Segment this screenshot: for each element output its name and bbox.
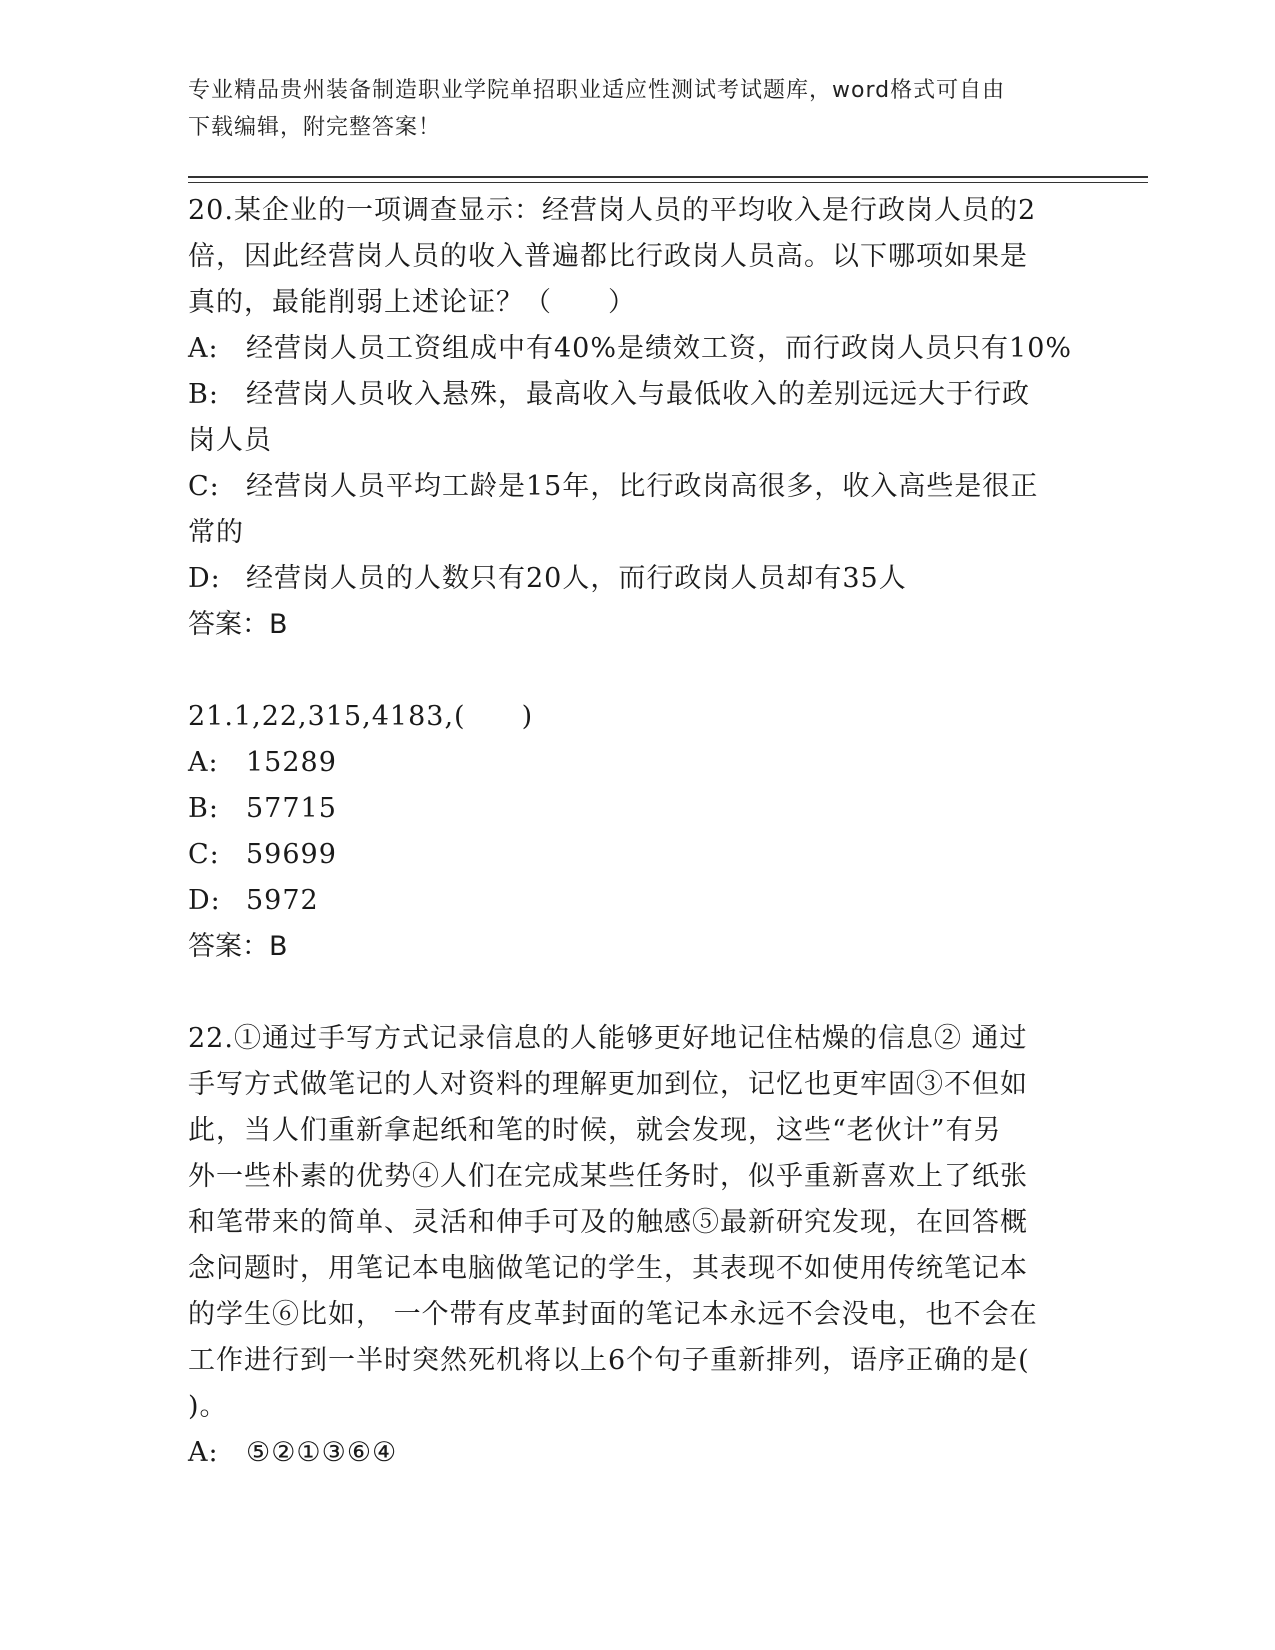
option-d	[188, 556, 1068, 602]
question-stem-line: 念问题时，用笔记本电脑做笔记的学生，其表现不如使用传统笔记本	[188, 1253, 1028, 1284]
option-label: D:	[188, 885, 221, 916]
question-stem-line: )。	[188, 1391, 228, 1422]
option-label: B:	[188, 793, 219, 824]
question-stem-line: 工作进行到一半时突然死机将以上6个句子重新排列，语序正确的是(	[188, 1345, 1030, 1376]
question-stem-line: 此，当人们重新拿起纸和笔的时候，就会发现，这些“老伙计”有另	[188, 1115, 1002, 1146]
question-stem-line: 和笔带来的简单、灵活和伸手可及的触感⑤最新研究发现，在回答概	[188, 1207, 1028, 1238]
question-stem-line: 22.①通过手写方式记录信息的人能够更好地记住枯燥的信息② 通过	[188, 1023, 1028, 1054]
option-text-continuation: 岗人员	[188, 425, 272, 456]
option-text: 15289	[246, 747, 337, 778]
option-text: 经营岗人员的人数只有20人，而行政岗人员却有35人	[246, 563, 907, 594]
option-text-continuation: 常的	[188, 517, 244, 548]
option-b	[188, 786, 1068, 832]
question-22	[188, 1016, 1068, 1476]
answer-line: 答案：B	[188, 931, 288, 962]
question-stem-line: 21.1,22,315,4183,( )	[188, 701, 534, 732]
option-a	[188, 740, 1068, 786]
option-text: ⑤②①③⑥④	[246, 1437, 398, 1468]
question-stem-line: 手写方式做笔记的人对资料的理解更加到位，记忆也更牢固③不但如	[188, 1069, 1028, 1100]
option-text: 5972	[246, 885, 319, 916]
option-text: 经营岗人员工资组成中有40%是绩效工资，而行政岗人员只有10%	[246, 333, 1073, 364]
option-label: A:	[188, 1437, 219, 1468]
option-a	[188, 1430, 1068, 1476]
header-line-2: 下载编辑，附完整答案！	[188, 115, 442, 140]
option-c	[188, 832, 1068, 878]
question-stem-line: 20.某企业的一项调查显示：经营岗人员的平均收入是行政岗人员的2	[188, 195, 1037, 226]
question-stem-line: 倍，因此经营岗人员的收入普遍都比行政岗人员高。以下哪项如果是	[188, 241, 1028, 272]
question-stem-line: 外一些朴素的优势④人们在完成某些任务时，似乎重新喜欢上了纸张	[188, 1161, 1028, 1192]
option-label: C:	[188, 471, 220, 502]
option-b	[188, 372, 1068, 418]
option-d	[188, 878, 1068, 924]
option-label: C:	[188, 839, 220, 870]
header-divider-thin	[188, 182, 1148, 183]
header-line-1: 专业精品贵州装备制造职业学院单招职业适应性测试考试题库，word格式可自由	[188, 78, 1006, 103]
option-text: 59699	[246, 839, 337, 870]
question-21	[188, 694, 1068, 970]
question-20	[188, 188, 1073, 648]
spacer	[188, 648, 1068, 694]
option-c	[188, 464, 1068, 510]
option-label: A:	[188, 333, 219, 364]
option-label: A:	[188, 747, 219, 778]
option-text: 经营岗人员收入悬殊，最高收入与最低收入的差别远远大于行政	[246, 379, 1030, 410]
question-list	[188, 188, 1073, 1476]
option-label: B:	[188, 379, 219, 410]
question-stem-line: 真的，最能削弱上述论证？（ ）	[188, 287, 636, 318]
document-header	[188, 72, 1068, 146]
option-text: 经营岗人员平均工龄是15年，比行政岗高很多，收入高些是很正	[246, 471, 1039, 502]
option-label: D:	[188, 563, 221, 594]
answer-line: 答案：B	[188, 609, 288, 640]
spacer	[188, 970, 1068, 1016]
option-a	[188, 326, 1073, 372]
header-divider-thick	[188, 176, 1148, 178]
option-text: 57715	[246, 793, 337, 824]
question-stem-line: 的学生⑥比如， 一个带有皮革封面的笔记本永远不会没电，也不会在	[188, 1299, 1038, 1330]
